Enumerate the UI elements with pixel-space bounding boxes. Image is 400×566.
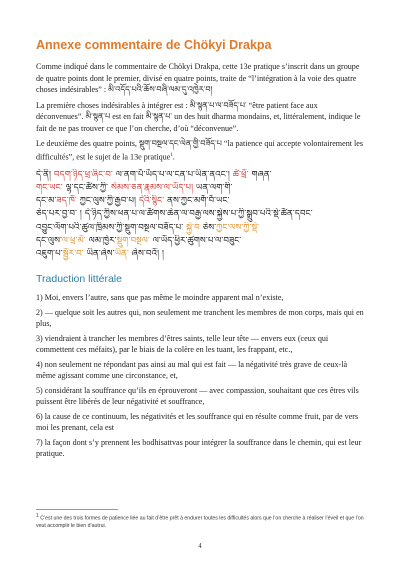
footnote-text: C’est une des trois formes de patience liée au fait d’être prêt à endurer toutes les difficultés alors que l’on cherche à réaliser l’éveil et que l’on veut accomplir le bien d’autrui.: [36, 515, 364, 530]
text: “la patience qui accepte volontairement les difficultés”, est le sujet de la 13e pratique: [36, 139, 363, 162]
tib-seg: ཀྱང་ལུས་ཀྱི་རྒྱབ་པ།: [76, 196, 139, 207]
footnote-marker[interactable]: 1: [170, 152, 173, 158]
tib-seg-red: ཚེ་ཕྲོ་: [232, 169, 249, 180]
tib-seg-red: དེའི་སྙིང་: [138, 196, 165, 207]
tibetan-inline: སྡུག་བསྔལ་དང་ལེན་གྱི་བཟོད་པ: [138, 139, 222, 148]
footnote: [36, 513, 366, 531]
tib-seg: ལ་ནག་པོ་ཡོད་པ་ལ་ངན་པ་ཡིན་ནའང་།: [112, 169, 233, 180]
tib-seg: ཞེས་བའོ། །: [128, 248, 165, 259]
translation-item: 6) la cause de ce continuum, les négativités et les souffrance qui en résulte comme fruit, par de vers moi les prenant, cela est: [36, 412, 359, 433]
text: Comme indiqué dans le commentaire de Chökyi Drakpa, cette 13e pratique s’inscrit dans un groupe de quatre points dont le premier, divisé en quatre points, traite de “l’intégration à la voie des quatre choses indésirables” :: [36, 62, 360, 94]
tibetan-line: [36, 235, 364, 248]
translation-item: 5) considérant la souffrance qu’ils en éprouveront — avec compassion, souhaitant que ces êtres vils puissent être libérés de leur négativité et souffrance,: [36, 386, 359, 407]
translation-list: [36, 292, 364, 459]
text: Le deuxième des quatre points,: [36, 139, 139, 148]
tibetan-inline: མི་སྙན་པ་: [145, 112, 173, 121]
tibetan-line: [36, 248, 364, 261]
tibetan-line: [36, 169, 364, 182]
tibetan-inline: མི་སྙན་པ་ལ་བཟོད་པ་: [189, 100, 247, 110]
tib-seg-orange: སྦྱོར་བ་: [62, 248, 84, 259]
text: un des huit dharma mondains, et, littéralement, indique le fait de ne pas trouver ce que l’on cherche, d’où “déconvenue”.: [36, 112, 361, 133]
tibetan-line: [36, 222, 364, 235]
translation-item: 2) — quelque soit les autres qui, non seulement me tranchent les membres de mon corps, mais qui en plus,: [36, 308, 364, 329]
tib-seg-red: ཟད་ཁོ་: [56, 196, 77, 207]
tib-seg-red: བདག་ཉིད་ཕྲ་ཞིང་བ་: [53, 169, 113, 180]
tib-seg: ཡན་ལག་གི་: [196, 182, 233, 193]
text: .: [172, 152, 175, 162]
page-number: 4: [198, 542, 202, 550]
translation-item: 3) viendraient à trancher les membres d’êtres saints, telle leur tête — envers eux (ceux qui commettent ces méfaits), par le biais de la colère en les tuant, les frappant, etc.,: [36, 334, 329, 355]
tibetan-inline: མི་འདོད་པའི་ཆོས་བཞི་ལམ་དུ་འཁྱེར་བ།: [108, 85, 213, 94]
tibetan-commentary: [36, 169, 364, 261]
tib-seg-orange: སྡུག་བསྔལ་: [116, 235, 150, 246]
tib-seg-red: སེམས་ཅན་རྣམས་ལ་ཡོད་པ།: [108, 182, 197, 193]
tibetan-line: ཅེད་པར་བྱ་བ་ ། དེ་ཉིད་ཀྱིས་ཕན་པ་ལ་ཚོགས་ཆེན་ལ་བརྒྱ་ལས་སྐྱེས་པ་ཀྱི་སྒྲུབ་པའི་སྡེ་ཚོན་དབང་: [36, 209, 313, 220]
tib-seg: གཞན་: [248, 169, 272, 180]
text: La première choses indésirables à intégrer est :: [36, 100, 190, 110]
tib-seg: འབྱུང་ལོག་པའི་ཚུལ་ཁྲིམས་ཀྱི་སྡུག་བསྔལ་བཟོད་པ་: [36, 222, 187, 233]
tib-seg: ནས་ཀྱང་མགོ་བོ་ཡང་: [164, 196, 230, 207]
page-title: Annexe commentaire de Chökyi Drakpa: [36, 38, 272, 52]
tib-seg: ལྷ་དང་ཚོས་ཀྱི་: [62, 182, 109, 193]
tib-seg: ལམ་ཁྱེར་: [85, 235, 117, 246]
footnote-divider: [36, 509, 118, 510]
tib-seg-orange: ཡིན་: [114, 248, 129, 259]
intro-paragraph-2: [36, 100, 364, 135]
tibetan-line: [36, 195, 364, 208]
tib-seg: དང་ལུས་: [36, 235, 62, 246]
tib-seg-orange: སྐྱེ་བ: [186, 222, 200, 233]
tib-seg: དེ་ནི།: [36, 169, 54, 180]
text: “être patient face aux déconvenues”.: [36, 100, 318, 121]
tib-seg-orange: ལ་ཕྲ་མོ་: [61, 235, 86, 246]
tibetan-line: [36, 182, 364, 195]
tib-seg: དང་མ་: [36, 196, 57, 207]
intro-paragraph-1: [36, 61, 364, 96]
tib-seg-red: གང་ཡང་: [36, 182, 63, 193]
tib-seg: ཅེས་: [199, 222, 217, 233]
intro-paragraph-3: [36, 138, 364, 163]
tib-seg: ཡིན་ཞེས་: [83, 248, 115, 259]
tibetan-inline: མི་སྙན་པ: [85, 112, 111, 121]
footnote-number: 1: [36, 513, 39, 519]
translation-item: 4) non seulement ne répondant pas ainsi au mal qui est fait — la négativité très grave de ceux-là même agissant comme une circonstance, et,: [36, 360, 348, 381]
tib-seg: འཇུག་པ་: [36, 248, 63, 259]
section-title: Traduction littérale: [36, 273, 122, 286]
translation-item: 7) la façon dont s’y prennent les bodhisattvas pour intégrer la souffrance dans le chemin, qui est leur pratique.: [36, 438, 362, 459]
tib-seg: ལ་ཡོད་ཕྱིར་ཚུགས་པ་ལ་བཟུང་: [149, 235, 242, 246]
translation-item: 1) Moi, envers l’autre, sans que pas même le moindre apparent mal n’existe,: [36, 293, 284, 303]
tib-seg-orange: ཀྱང་ལས་ཀྱི་སྡེ་: [216, 222, 260, 233]
text: est en fait: [110, 112, 146, 121]
